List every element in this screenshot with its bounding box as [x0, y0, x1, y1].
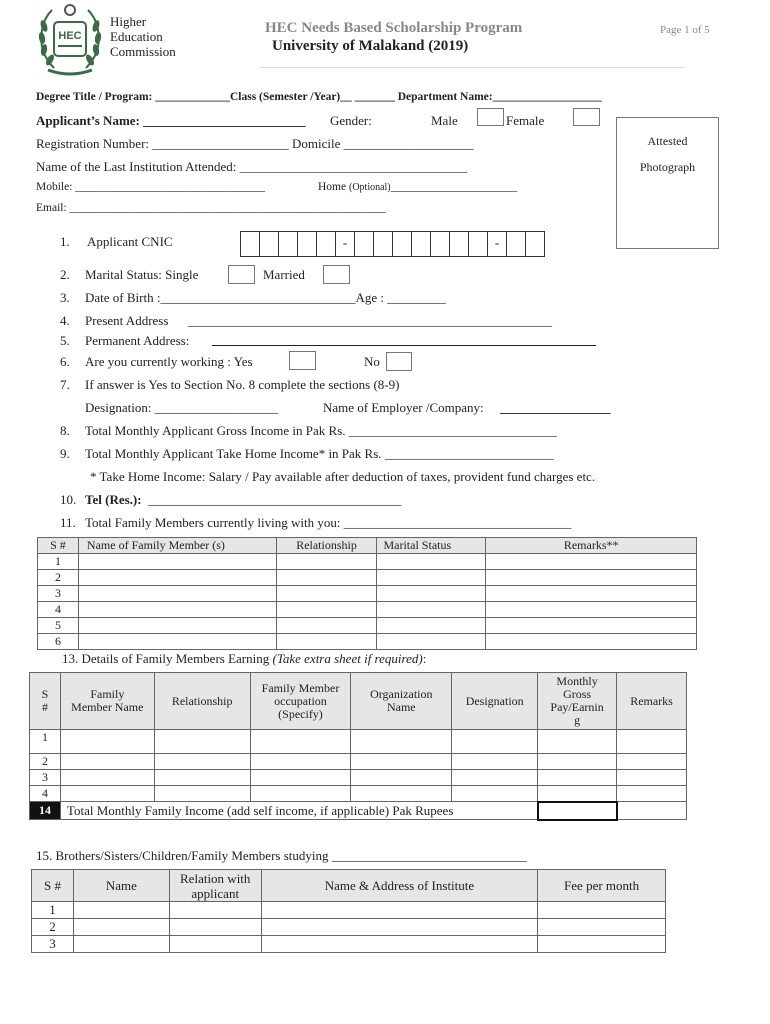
item-14-number: 14	[30, 802, 61, 820]
org-name-line3: Commission	[110, 44, 176, 59]
total-income-field[interactable]	[538, 802, 617, 820]
table-row	[38, 618, 697, 634]
table-row	[30, 754, 687, 770]
female-label: Female	[506, 113, 545, 128]
earning-caption-note: (Take extra sheet if required)	[272, 651, 423, 666]
married-checkbox[interactable]	[323, 265, 350, 284]
col-header-designation: Designation	[452, 673, 538, 730]
item-1-number: 1.	[60, 234, 70, 249]
earning-table-caption: 13. Details of Family Members Earning (Take extra sheet if required):	[62, 651, 427, 666]
email-line[interactable]: Email: _______________________________________________________	[36, 202, 386, 214]
header-divider	[260, 67, 685, 68]
page-number: Page 1 of 5	[660, 24, 710, 36]
item-4-number: 4.	[60, 313, 70, 328]
item-5-number: 5.	[60, 333, 70, 348]
home-label: Home	[318, 181, 347, 193]
row-number: 4	[30, 786, 61, 802]
cnic-dash-1: -	[336, 231, 355, 257]
col-header-member-name: Family Member Name	[60, 673, 154, 730]
col-header-member-name: Name of Family Member (s)	[78, 538, 276, 554]
table-row	[30, 730, 687, 754]
table-row	[32, 902, 666, 919]
cnic-dash-2: -	[488, 231, 507, 257]
degree-line: Degree Title / Program: _____________Class (Semester /Year)__ _______ Department Name:___________________	[36, 91, 602, 103]
col-header-sno: S #	[30, 673, 61, 730]
male-checkbox[interactable]	[477, 108, 504, 126]
row-number: 1	[32, 902, 74, 919]
col-header-occupation: Family Member occupation (Specify)	[250, 673, 351, 730]
table-row	[30, 770, 687, 786]
item-8-number: 8.	[60, 423, 70, 438]
single-checkbox[interactable]	[228, 265, 255, 284]
working-no-checkbox[interactable]	[386, 352, 412, 371]
row-number: 2	[38, 570, 79, 586]
designation-line[interactable]: Designation: ___________________	[85, 400, 279, 415]
employer-label: Name of Employer /Company:	[323, 400, 484, 415]
present-address-field[interactable]: ________________________________________________________	[188, 313, 552, 328]
row-number: 3	[30, 770, 61, 786]
family-members-table	[37, 537, 697, 650]
last-institution-line[interactable]: Name of the Last Institution Attended: ___________________________________	[36, 159, 468, 174]
female-checkbox[interactable]	[573, 108, 600, 126]
photo-box[interactable]	[616, 117, 719, 249]
gross-income-line[interactable]: Total Monthly Applicant Gross Income in Pak Rs. ________________________________	[85, 423, 557, 438]
permanent-address-label: Permanent Address:	[85, 333, 190, 348]
gender-label: Gender:	[330, 113, 372, 128]
home-phone-line[interactable]	[318, 181, 517, 193]
row-number: 2	[30, 754, 61, 770]
if-yes-instruction: If answer is Yes to Section No. 8 complete the sections (8-9)	[85, 377, 400, 392]
dob-age-line[interactable]: Date of Birth :______________________________Age : _________	[85, 290, 446, 305]
table-row	[32, 919, 666, 936]
married-label: Married	[263, 267, 305, 282]
row-number: 3	[38, 586, 79, 602]
mobile-line[interactable]: Mobile: _________________________________	[36, 181, 266, 193]
col-header-relationship: Relationship	[276, 538, 377, 554]
svg-text:HEC: HEC	[58, 30, 82, 42]
table-row	[38, 634, 697, 650]
col-header-sno: S #	[38, 538, 79, 554]
col-header-marital-status: Marital Status	[377, 538, 486, 554]
item-2-number: 2.	[60, 267, 70, 282]
studying-members-table	[31, 869, 666, 953]
row-number: 3	[32, 936, 74, 953]
photo-label-line1: Attested	[647, 134, 688, 148]
col-header-organization: Organization Name	[351, 673, 452, 730]
col-header-fee: Fee per month	[538, 870, 666, 902]
item-9-number: 9.	[60, 446, 70, 461]
take-home-note: * Take Home Income: Salary / Pay available after deduction of taxes, provident fund charges etc.	[90, 469, 596, 484]
cnic-boxes[interactable]	[240, 231, 545, 257]
col-header-sno: S #	[32, 870, 74, 902]
item-6-number: 6.	[60, 354, 70, 369]
col-header-remarks: Remarks**	[486, 538, 697, 554]
row-number: 1	[38, 554, 79, 570]
working-label: Are you currently working : Yes	[85, 354, 253, 369]
employer-field[interactable]: _________________	[500, 400, 611, 415]
table-row	[38, 554, 697, 570]
home-underline: ______________________	[390, 181, 518, 193]
marital-status-label: Marital Status: Single	[85, 267, 199, 282]
program-title: HEC Needs Based Scholarship Program	[265, 20, 523, 36]
male-label: Male	[431, 113, 458, 128]
tel-label: Tel (Res.):	[85, 492, 142, 507]
item-10-number: 10.	[60, 492, 77, 507]
total-income-row	[30, 802, 687, 820]
col-header-name: Name	[73, 870, 169, 902]
family-members-line[interactable]: Total Family Members currently living with you: ___________________________________	[85, 515, 572, 530]
optional-label: (Optional)	[348, 182, 391, 193]
present-address-label: Present Address	[85, 313, 169, 328]
row-number: 2	[32, 919, 74, 936]
tel-field[interactable]: _______________________________________	[148, 492, 402, 507]
applicant-name-field[interactable]: Applicant’s Name: _________________________	[36, 113, 306, 128]
studying-table-caption: 15. Brothers/Sisters/Children/Family Members studying ______________________________	[36, 848, 527, 863]
table-row	[38, 586, 697, 602]
photo-label-line2: Photograph	[639, 160, 696, 174]
total-income-label: Total Monthly Family Income (add self income, if applicable) Pak Rupees	[60, 802, 537, 820]
item-7-number: 7.	[60, 377, 70, 392]
col-header-monthly-pay: Monthly Gross Pay/Earnin g	[538, 673, 617, 730]
col-header-relation: Relation with applicant	[169, 870, 261, 902]
working-yes-checkbox[interactable]	[289, 351, 316, 370]
permanent-address-field[interactable]	[212, 345, 596, 346]
take-home-income-line[interactable]: Total Monthly Applicant Take Home Income* in Pak Rs. __________________________	[85, 446, 554, 461]
working-no-label: No	[364, 354, 380, 369]
col-header-relationship: Relationship	[154, 673, 250, 730]
item-3-number: 3.	[60, 290, 70, 305]
table-row	[30, 786, 687, 802]
hec-logo	[34, 2, 106, 80]
table-row	[32, 936, 666, 953]
col-header-remarks: Remarks	[617, 673, 687, 730]
table-row	[38, 570, 697, 586]
org-name-line2: Education	[110, 29, 163, 44]
university-title: University of Malakand (2019)	[272, 38, 469, 54]
row-number: 6	[38, 634, 79, 650]
table-row	[38, 602, 697, 618]
row-number: 5	[38, 618, 79, 634]
family-earning-table	[29, 672, 687, 821]
org-name-line1: Higher	[110, 14, 147, 29]
registration-line[interactable]: Registration Number: _____________________ Domicile ____________________	[36, 136, 474, 151]
col-header-institute: Name & Address of Institute	[261, 870, 538, 902]
cnic-label: Applicant CNIC	[87, 234, 173, 249]
row-number: 1	[30, 730, 61, 754]
row-number: 4	[38, 602, 79, 618]
item-11-number: 11.	[60, 515, 76, 530]
